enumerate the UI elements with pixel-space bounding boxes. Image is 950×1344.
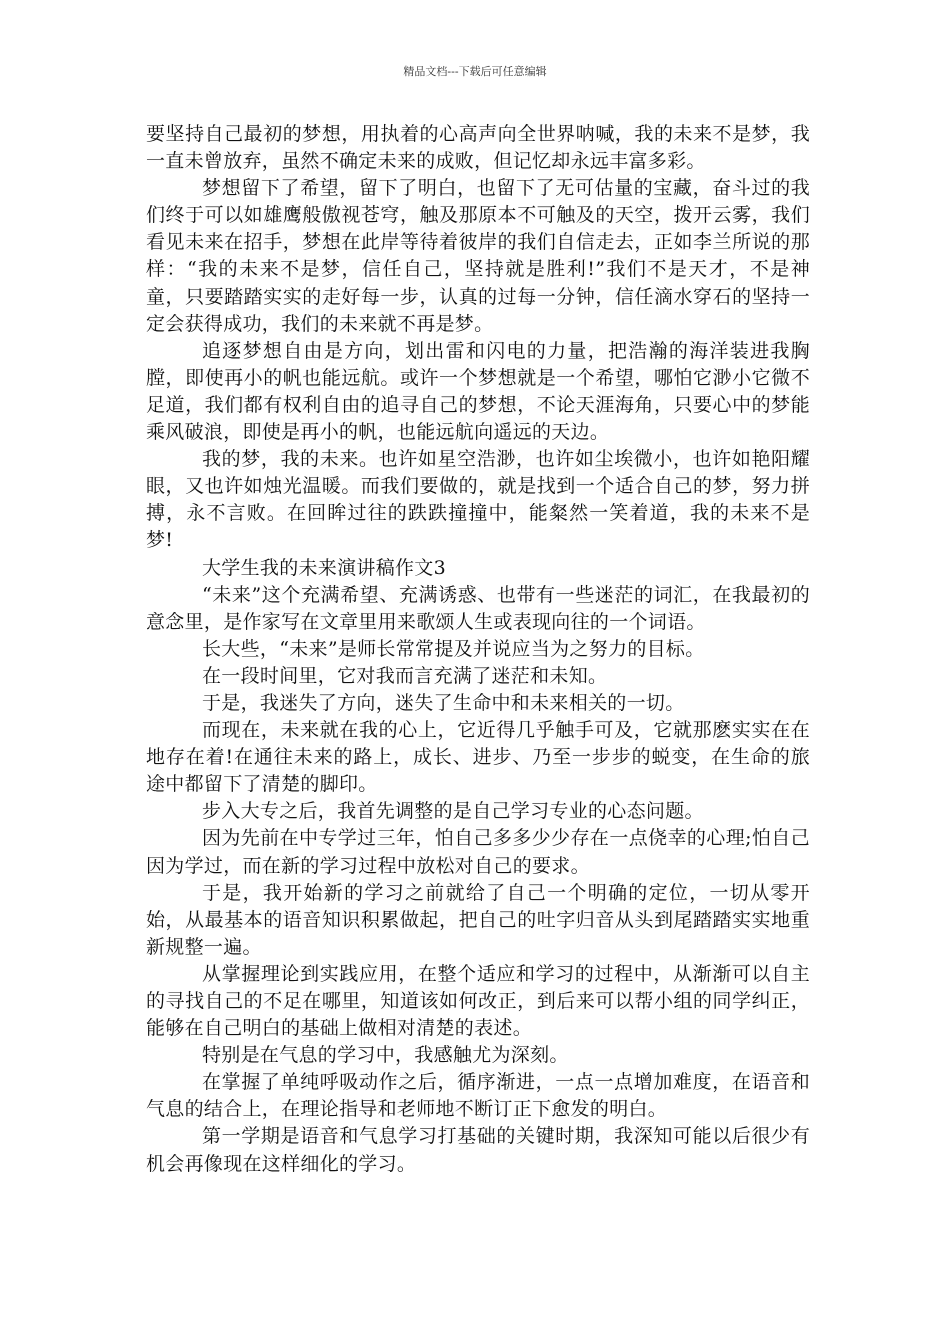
paragraph: 我的梦，我的未来。也许如星空浩渺，也许如尘埃微小，也许如艳阳耀眼，又也许如烛光温暖。而我们要做的，就是找到一个适合自己的梦，努力拼搏，永不言败。在回眸过往的跌跌撞撞中，能粲然一笑着道，我的未来不是梦! — [146, 448, 810, 552]
paragraph: 追逐梦想自由是方向，划出雷和闪电的力量，把浩瀚的海洋装进我胸膛，即使再小的帆也能远航。或许一个梦想就是一个希望，哪怕它渺小它微不足道，我们都有权利自由的追寻自己的梦想，不论天涯海角，只要心中的梦能乘风破浪，即使是再小的帆，也能远航向遥远的天边。 — [146, 339, 810, 444]
paragraph: 在一段时间里，它对我而言充满了迷茫和未知。 — [202, 664, 608, 687]
document-body — [146, 121, 810, 1178]
paragraph: 因为先前在中专学过三年，怕自己多多少少存在一点侥幸的心理;怕自己因为学过，而在新的学习过程中放松对自己的要求。 — [146, 827, 810, 877]
paragraph: 而现在，未来就在我的心上，它近得几乎触手可及，它就那麽实实在在地存在着!在通往未来的路上，成长、进步、乃至一步步的蜕变，在生命的旅途中都留下了清楚的脚印。 — [146, 719, 810, 796]
paragraph: 梦想留下了希望，留下了明白，也留下了无可估量的宝藏，奋斗过的我们终于可以如雄鹰般傲视苍穹，触及那原本不可触及的天空，拨开云雾，我们看见未来在招手，梦想在此岸等待着彼岸的我们自信走去，正如李兰所说的那样：“我的未来不是梦，信任自己，坚持就是胜利!”我们不是天才，不是神童，只要踏踏实实的走好每一步，认真的过每一分钟，信任滴水穿石的坚持一定会获得成功，我们的未来就不再是梦。 — [146, 177, 810, 335]
page-header: 精品文档---下载后可任意编辑 — [403, 65, 547, 78]
paragraph: 从掌握理论到实践应用，在整个适应和学习的过程中，从渐渐可以自主的寻找自己的不足在哪里，知道该如何改正，到后来可以帮小组的同学纠正，能够在自己明白的基础上做相对清楚的表述。 — [146, 962, 810, 1040]
paragraph: 在掌握了单纯呼吸动作之后，循序渐进，一点一点增加难度，在语音和气息的结合上，在理论指导和老师地不断订正下愈发的明白。 — [146, 1071, 810, 1121]
paragraph: 步入大专之后，我首先调整的是自己学习专业的心态问题。 — [202, 800, 704, 823]
paragraph: 长大些，“未来”是师长常常提及并说应当为之努力的目标。 — [202, 637, 705, 660]
paragraph: 第一学期是语音和气息学习打基础的关键时期，我深知可能以后很少有机会再像现在这样细化的学习。 — [146, 1125, 810, 1175]
paragraph: 大学生我的未来演讲稿作文3 — [202, 556, 446, 579]
paragraph: 特别是在气息的学习中，我感触尤为深刻。 — [202, 1044, 569, 1067]
paragraph: 于是，我开始新的学习之前就给了自己一个明确的定位，一切从零开始，从最基本的语音知识积累做起，把自己的吐字归音从头到尾踏踏实实地重新规整一遍。 — [146, 881, 810, 958]
paragraph: 于是，我迷失了方向，迷失了生命中和未来相关的一切。 — [202, 691, 685, 714]
paragraph: 要坚持自己最初的梦想，用执着的心高声向全世界呐喊，我的未来不是梦，我一直未曾放弃，虽然不确定未来的成败，但记忆却永远丰富多彩。 — [146, 123, 810, 173]
paragraph: “未来”这个充满希望、充满诱惑、也带有一些迷茫的词汇，在我最初的意念里，是作家写在文章里用来歌颂人生或表现向往的一个词语。 — [146, 583, 810, 633]
